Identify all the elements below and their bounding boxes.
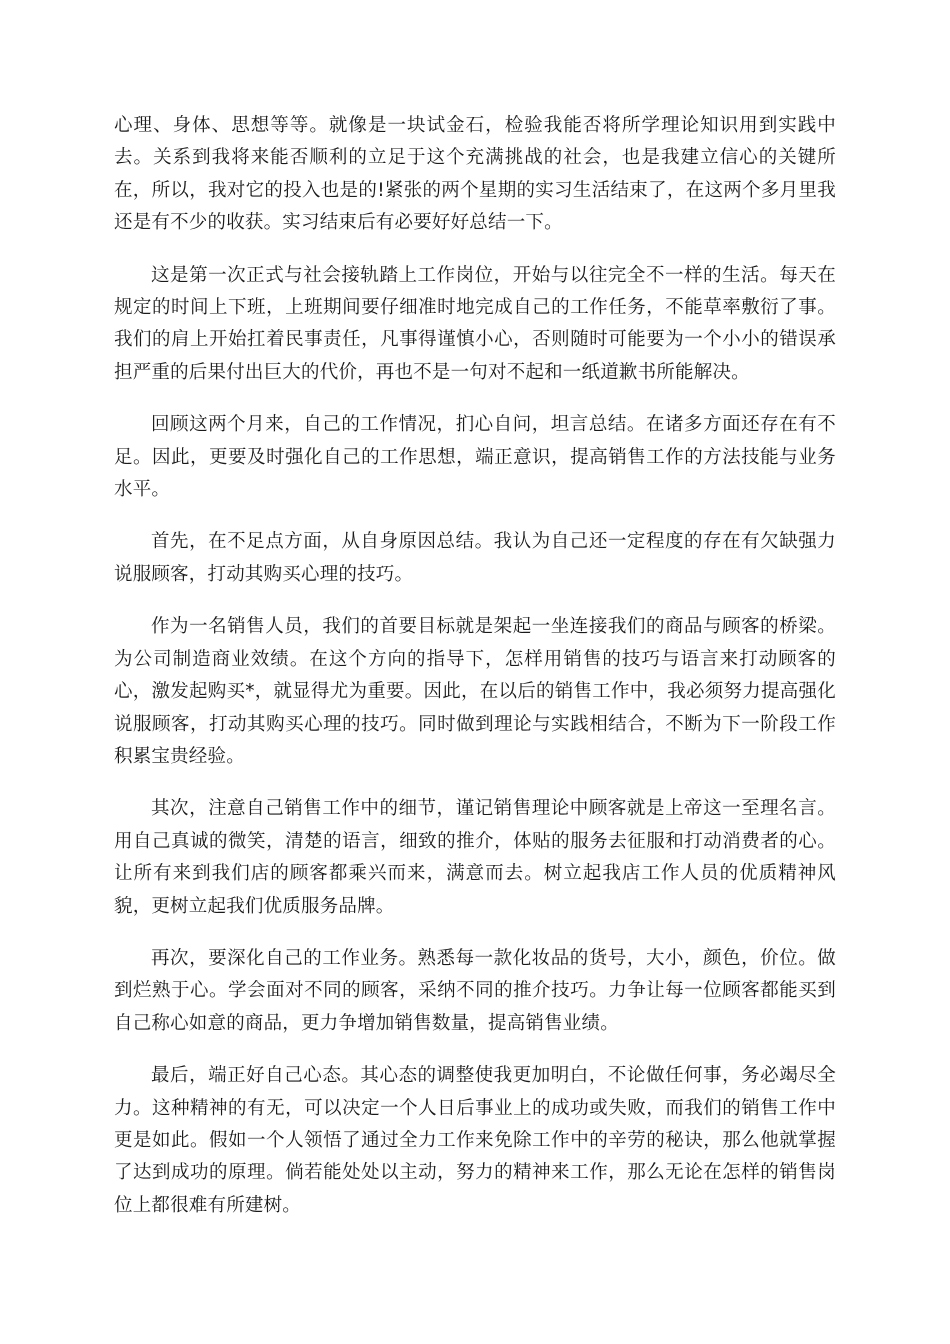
paragraph-1: 心理、身体、思想等等。就像是一块试金石，检验我能否将所学理论知识用到实践中去。关系到我将来能否顺利的立足于这个充满挑战的社会，也是我建立信心的关键所在，所以，我对它的投入也是的!紧张的两个星期的实习生活结束了，在这两个多月里我还是有不少的收获。实习结束后有必要好好总结一下。: [114, 115, 836, 234]
paragraph-4: 首先，在不足点方面，从自身原因总结。我认为自己还一定程度的存在有欠缺强力说服顾客，打动其购买心理的技巧。: [114, 531, 836, 585]
paragraph-3: 回顾这两个月来，自己的工作情况，扪心自问，坦言总结。在诸多方面还存在有不足。因此，更要及时强化自己的工作思想，端正意识，提高销售工作的方法技能与业务水平。: [114, 414, 836, 501]
document-body: [114, 110, 836, 1242]
paragraph-8: 最后，端正好自己心态。其心态的调整使我更加明白，不论做任何事，务必竭尽全力。这种精神的有无，可以决定一个人日后事业上的成功或失败，而我们的销售工作中更是如此。假如一个人领悟了通过全力工作来免除工作中的辛劳的秘诀，那么他就掌握了达到成功的原理。倘若能处处以主动，努力的精神来工作，那么无论在怎样的销售岗位上都很难有所建树。: [114, 1065, 836, 1216]
paragraph-5: 作为一名销售人员，我们的首要目标就是架起一坐连接我们的商品与顾客的桥梁。为公司制造商业效绩。在这个方向的指导下，怎样用销售的技巧与语言来打动顾客的心，激发起购买*，就显得尤为重要。因此，在以后的销售工作中，我必须努力提高强化说服顾客，打动其购买心理的技巧。同时做到理论与实践相结合，不断为下一阶段工作积累宝贵经验。: [114, 616, 836, 767]
paragraph-6: 其次，注意自己销售工作中的细节，谨记销售理论中顾客就是上帝这一至理名言。用自己真诚的微笑，清楚的语言，细致的推介，体贴的服务去征服和打动消费者的心。让所有来到我们店的顾客都乘兴而来，满意而去。树立起我店工作人员的优质精神风貌，更树立起我们优质服务品牌。: [114, 798, 836, 917]
paragraph-7: 再次，要深化自己的工作业务。熟悉每一款化妆品的货号，大小，颜色，价位。做到烂熟于心。学会面对不同的顾客，采纳不同的推介技巧。力争让每一位顾客都能买到自己称心如意的商品，更力争增加销售数量，提高销售业绩。: [114, 947, 836, 1034]
paragraph-2: 这是第一次正式与社会接轨踏上工作岗位，开始与以往完全不一样的生活。每天在规定的时间上下班，上班期间要仔细准时地完成自己的工作任务，不能草率敷衍了事。我们的肩上开始扛着民事责任，凡事得谨慎小心，否则随时可能要为一个小小的错误承担严重的后果付出巨大的代价，再也不是一句对不起和一纸道歉书所能解决。: [114, 264, 836, 383]
